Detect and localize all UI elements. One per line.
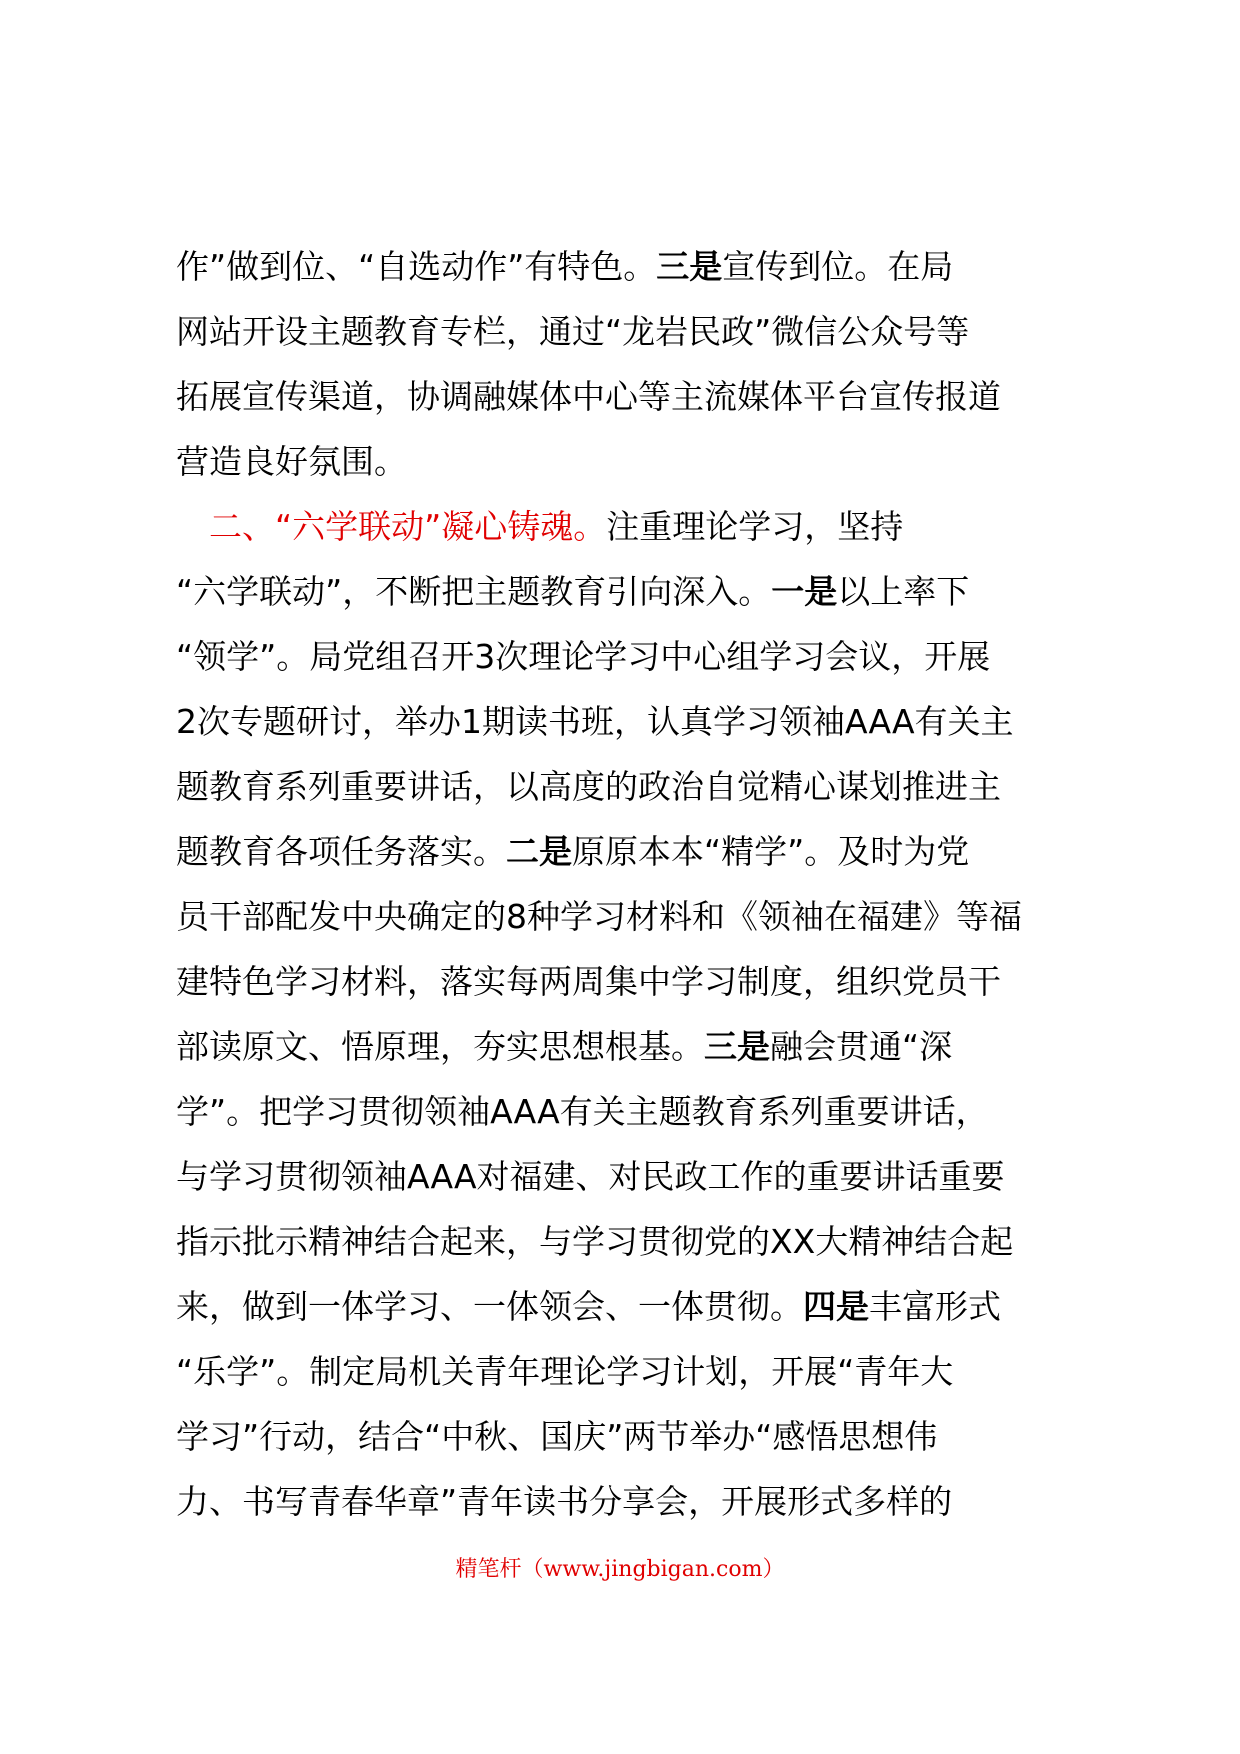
text-line: 与学习贯彻领袖AAA对福建、对民政工作的重要讲话重要 bbox=[176, 1157, 1005, 1196]
text-line: “乐学”。制定局机关青年理论学习计划，开展“青年大 bbox=[176, 1352, 954, 1391]
footer-watermark: 精笔杆（www.jingbigan.com） bbox=[455, 1557, 785, 1582]
text-line: 网站开设主题教育专栏，通过“龙岩民政”微信公众号等 bbox=[176, 312, 970, 351]
section-heading: 二、“六学联动”凝心铸魂。 bbox=[176, 507, 607, 546]
text-line: 题教育系列重要讲话，以高度的政治自觉精心谋划推进主 bbox=[176, 767, 1001, 806]
text-line: 指示批示精神结合起来，与学习贯彻党的XX大精神结合起 bbox=[176, 1222, 1014, 1261]
emphasis-label: 一是 bbox=[771, 572, 838, 611]
text-line: 学”。把学习贯彻领袖AAA有关主题教育系列重要讲话， bbox=[176, 1092, 989, 1131]
text-line: “领学”。局党组召开3次理论学习中心组学习会议，开展 bbox=[176, 637, 991, 676]
document-body bbox=[176, 234, 1116, 1534]
text-line: 部读原文、悟原理，夯实思想根基。三是融会贯通“深 bbox=[176, 1027, 953, 1066]
emphasis-label: 三是 bbox=[656, 247, 723, 286]
text-line: 力、书写青春华章”青年读书分享会，开展形式多样的 bbox=[176, 1482, 953, 1521]
section-heading-line: 二、“六学联动”凝心铸魂。注重理论学习，坚持 bbox=[176, 507, 904, 546]
emphasis-label: 三是 bbox=[704, 1027, 770, 1066]
emphasis-label: 二是 bbox=[506, 832, 572, 871]
text-line: 拓展宣传渠道，协调融媒体中心等主流媒体平台宣传报道 bbox=[176, 377, 1001, 416]
emphasis-label: 四是 bbox=[803, 1287, 869, 1326]
text-line: 来，做到一体学习、一体领会、一体贯彻。四是丰富形式 bbox=[176, 1287, 1001, 1326]
text-line: 作”做到位、“自选动作”有特色。三是宣传到位。在局 bbox=[176, 247, 954, 286]
text-line: 题教育各项任务落实。二是原原本本“精学”。及时为党 bbox=[176, 832, 970, 871]
text-line: 员干部配发中央确定的8种学习材料和《领袖在福建》等福 bbox=[176, 897, 1022, 936]
text-line: 建特色学习材料，落实每两周集中学习制度，组织党员干 bbox=[176, 962, 1001, 1001]
text-line: 2次专题研讨，举办1期读书班，认真学习领袖AAA有关主 bbox=[176, 702, 1014, 741]
text-line: 学习”行动，结合“中秋、国庆”两节举办“感悟思想伟 bbox=[176, 1417, 938, 1456]
text-line: “六学联动”，不断把主题教育引向深入。一是以上率下 bbox=[176, 572, 970, 611]
text-line: 营造良好氛围。 bbox=[176, 442, 407, 481]
